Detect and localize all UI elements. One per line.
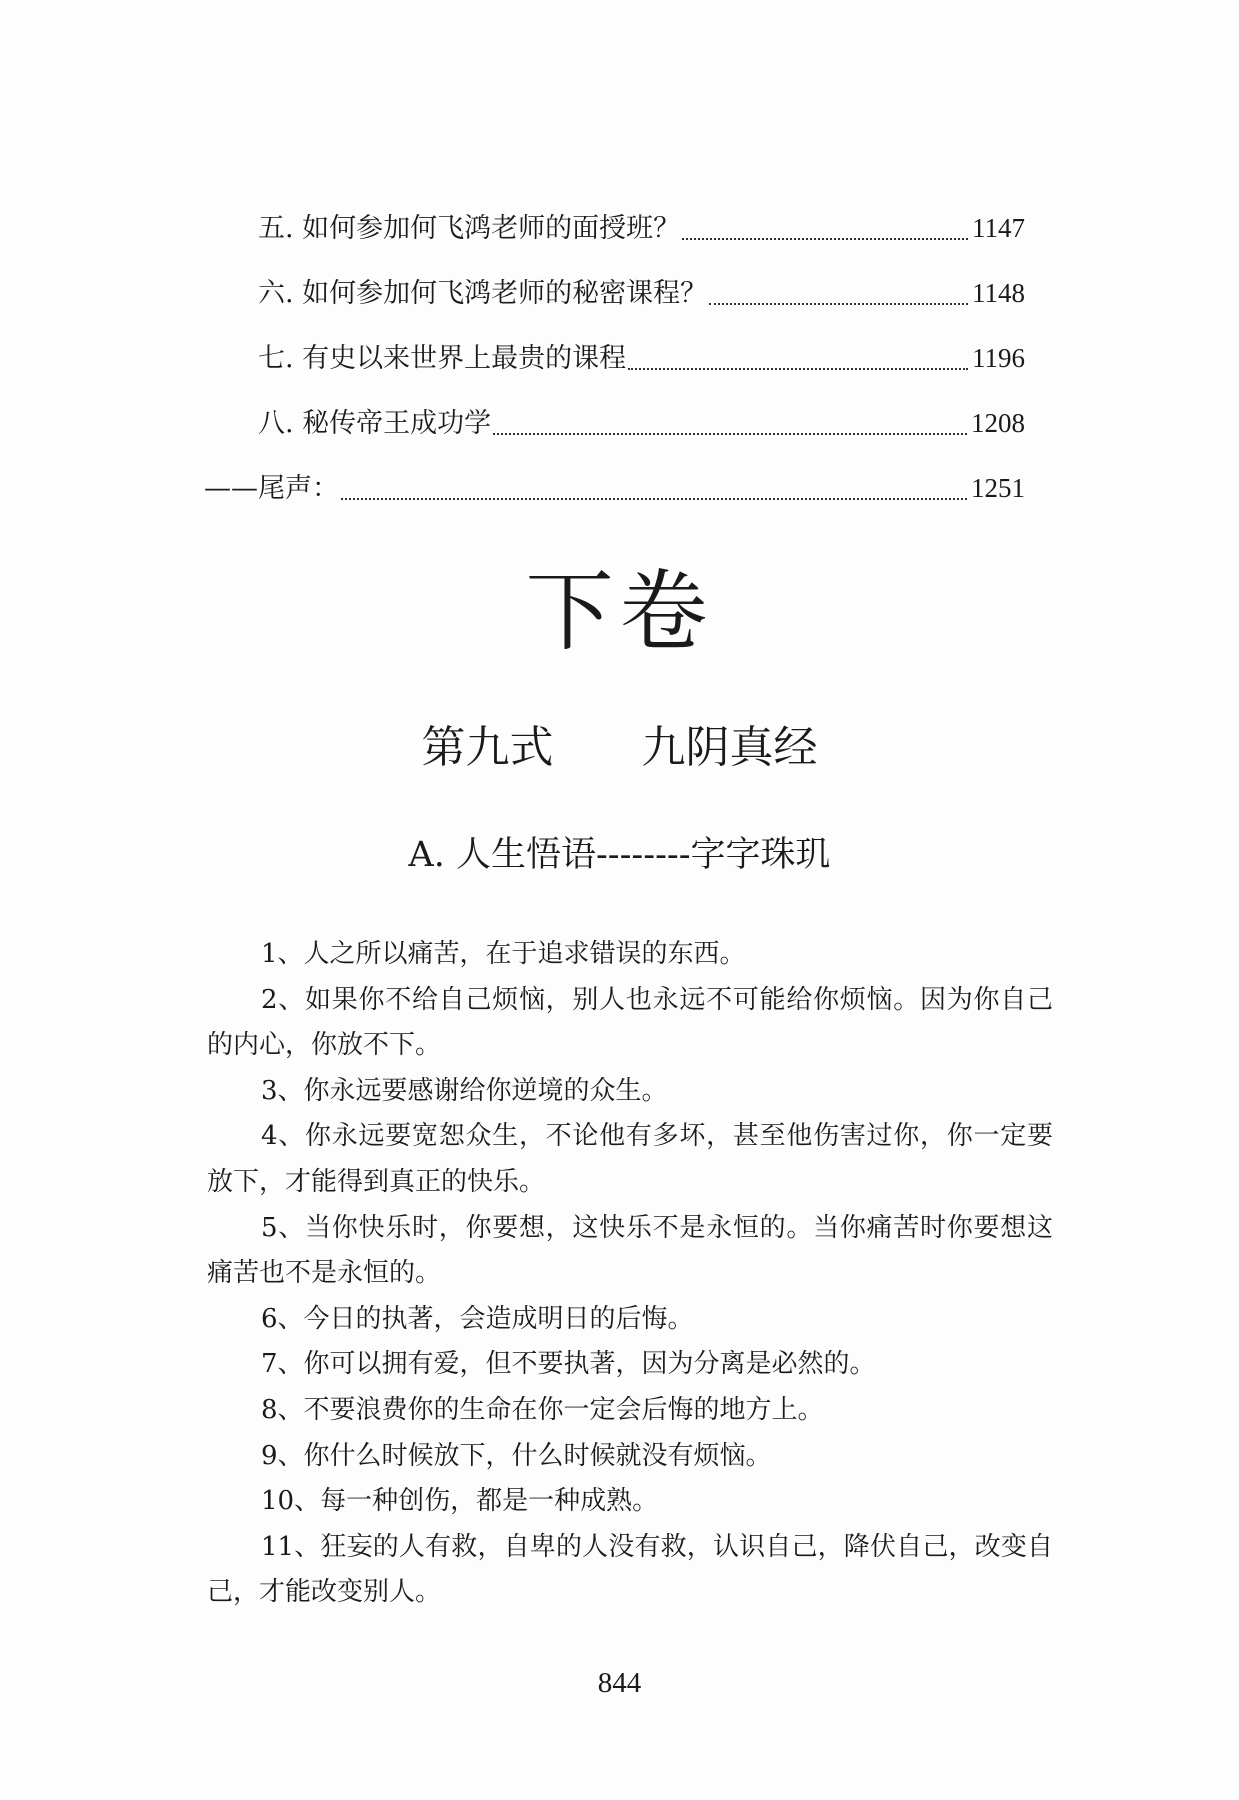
toc-dot-leader <box>341 498 967 500</box>
paragraph: 7、你可以拥有爱，但不要执著，因为分离是必然的。 <box>261 1349 876 1380</box>
paragraph: 4、你永远要宽恕众生，不论他有多坏，甚至他伤害过你，你一定要放下，才能得到真正的快乐。 <box>207 1121 1053 1197</box>
toc-entry-7 <box>258 328 1025 378</box>
toc-dot-leader <box>709 303 968 305</box>
toc-entry-8 <box>258 393 1025 443</box>
toc-dot-leader <box>682 238 968 240</box>
toc-dot-leader <box>493 433 967 435</box>
toc-entry-page: 1148 <box>972 278 1025 308</box>
toc-entry-6 <box>258 263 1025 313</box>
paragraph: 2、如果你不给自己烦恼，别人也永远不可能给你烦恼。因为你自己的内心，你放不下。 <box>207 984 1053 1061</box>
toc-entry-label: 八. 秘传帝王成功学 <box>258 408 492 439</box>
paragraph: 6、今日的执著，会造成明日的后悔。 <box>261 1303 694 1334</box>
paragraph: 9、你什么时候放下，什么时候就没有烦恼。 <box>261 1440 772 1471</box>
toc-dot-leader <box>628 368 968 370</box>
toc-entry-page: 1208 <box>971 408 1025 438</box>
chapter-title: 第九式 九阴真经 <box>421 722 818 773</box>
toc-entry-page: 1251 <box>971 473 1025 503</box>
paragraph: 11、狂妄的人有救，自卑的人没有救，认识自己，降伏自己，改变自己，才能改变别人。 <box>207 1531 1053 1608</box>
toc-entry-label: 七. 有史以来世界上最贵的课程 <box>258 343 627 374</box>
toc-entry-epilogue <box>204 458 1025 508</box>
toc-entry-page: 1147 <box>972 213 1025 243</box>
volume-title: 下卷 <box>525 560 714 663</box>
paragraph: 1、人之所以痛苦，在于追求错误的东西。 <box>261 939 746 969</box>
paragraph: 5、当你快乐时，你要想，这快乐不是永恒的。当你痛苦时你要想这痛苦也不是永恒的。 <box>207 1212 1053 1289</box>
toc-entry-label: 五. 如何参加何飞鸿老师的面授班？ <box>258 213 681 244</box>
toc-entry-label: ——尾声： <box>204 473 339 504</box>
body-text <box>207 932 1053 1616</box>
paragraph: 8、不要浪费你的生命在你一定会后悔的地方上。 <box>261 1394 824 1425</box>
toc-entry-page: 1196 <box>972 343 1025 373</box>
section-title: A. 人生悟语--------字字珠玑 <box>408 835 831 875</box>
paragraph: 3、你永远要感谢给你逆境的众生。 <box>261 1075 668 1106</box>
page-number: 844 <box>597 1667 642 1699</box>
toc-entry-5 <box>258 198 1025 248</box>
paragraph: 10、每一种创伤，都是一种成熟。 <box>261 1486 659 1517</box>
toc-entry-label: 六. 如何参加何飞鸿老师的秘密课程？ <box>258 278 708 309</box>
